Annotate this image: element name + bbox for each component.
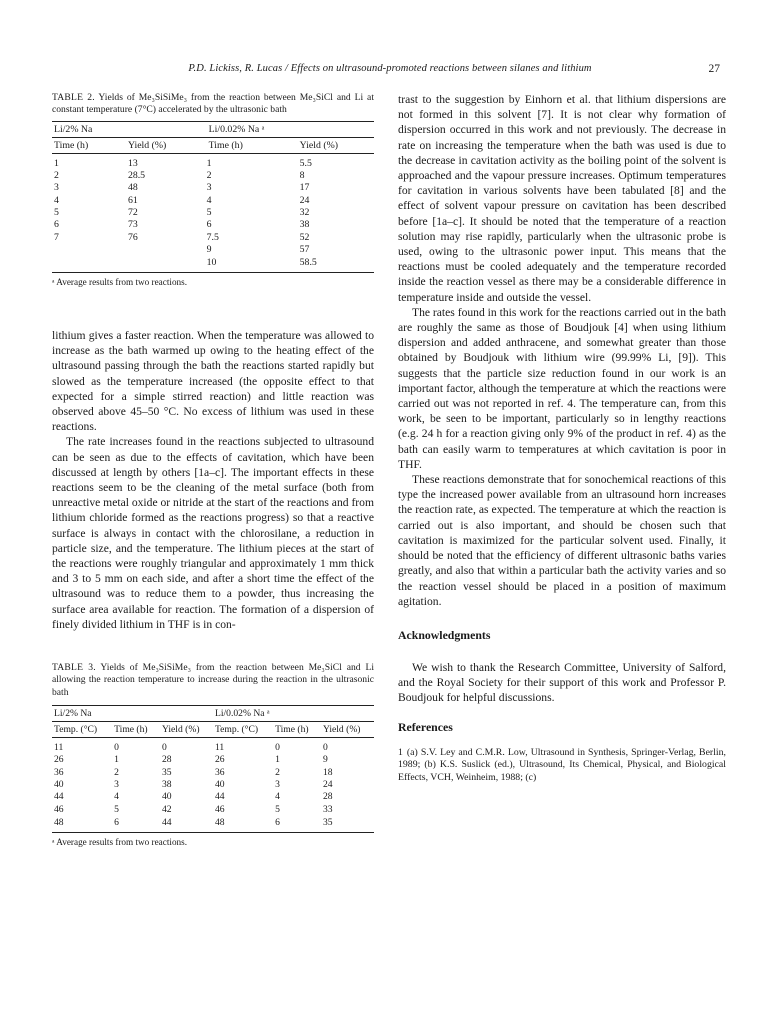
table3-cell: 26	[214, 754, 225, 766]
table2-cell: 13	[127, 157, 138, 169]
table3-cell: 6	[273, 816, 321, 833]
reference-item	[398, 747, 726, 785]
table3-caption-text: Yields of Me₃SiSiMe₃ from the reaction between Me₃SiCl and Li allowing the reaction temperature to increase during the reaction in the ultrasonic bath	[52, 662, 374, 698]
table2-footnote: ᵃ Average results from two reactions.	[52, 276, 188, 287]
table2-cell	[52, 244, 126, 256]
table2-cell: 7.5	[206, 231, 219, 243]
table3-cell: 3	[114, 779, 119, 791]
table3-cell: 26	[54, 754, 64, 766]
table3-row	[52, 803, 374, 815]
running-head-title: P.D. Lickiss, R. Lucas / Effects on ultrasound-promoted reactions between silanes and lithium	[188, 63, 592, 74]
table3-cell: 40	[54, 779, 64, 791]
table3-cell: 44	[54, 791, 64, 803]
table3-cell: 1	[114, 754, 119, 766]
table3-cell: 36	[214, 766, 225, 778]
table2-row	[52, 194, 374, 206]
table2-column-header-row	[52, 137, 374, 153]
table2-cell: 2	[54, 169, 59, 181]
table2-cell: 4	[54, 194, 59, 206]
table3	[52, 705, 374, 832]
table3-cell: 0	[114, 741, 119, 753]
table3-cell: 11	[54, 741, 64, 753]
table3-group-header: Li/2% Na	[52, 706, 213, 722]
table2-cell: 6	[54, 219, 59, 231]
table2-row	[52, 256, 374, 273]
table3-cell: 35	[321, 816, 374, 833]
table2-row	[52, 153, 374, 169]
table2-cell: 52	[299, 231, 310, 243]
table3-cell: 44	[160, 816, 213, 833]
right-paragraph-3: These reactions demonstrate that for sonochemical reactions of this type the increased power available from an ultrasound horn increases the reaction rate, as expected. The temperature at which the reaction is carried out is also important, and should be chosen such that cavitation is maximized for the particular solvent used. Finally, it should be noted that the efficiency of different ultrasonic baths varies greatly, and also that within a particular bath the activity varies and so the reaction vessel should be placed in a position of maximum agitation.	[398, 473, 726, 608]
table3-cell: 1	[275, 754, 280, 766]
table2-cell: 5	[54, 207, 59, 219]
table3-footnote: ᵃ Average results from two reactions.	[52, 836, 188, 847]
table2-cell: 57	[299, 244, 310, 256]
table3-label: TABLE 3.	[52, 662, 96, 673]
table2-cell: 5	[206, 207, 212, 219]
table2-cell: 58.5	[298, 256, 374, 273]
table2-cell: 17	[299, 182, 310, 194]
table3-cell: 6	[112, 816, 160, 833]
table2-cell	[126, 256, 205, 273]
table2-cell: 61	[127, 194, 138, 206]
table3-cell: 2	[275, 766, 280, 778]
table3-caption	[52, 662, 374, 699]
table3-cell: 0	[322, 741, 328, 753]
table2	[52, 121, 374, 273]
table2-row	[52, 244, 374, 256]
table3-cell: 44	[214, 791, 225, 803]
references-heading: References	[398, 719, 453, 734]
table3-cell: 35	[161, 766, 172, 778]
table2-column-header: Time (h)	[205, 137, 298, 153]
table3-cell: 46	[54, 803, 64, 815]
table2-cell: 4	[206, 194, 212, 206]
table2-cell: 48	[127, 182, 138, 194]
table2-group-header: Li/2% Na	[52, 121, 205, 137]
table3-cell: 5	[114, 803, 119, 815]
table2-row	[52, 219, 374, 231]
table3-column-header: Temp. (°C)	[213, 722, 273, 738]
table3-cell: 38	[161, 779, 172, 791]
table2-column-header: Yield (%)	[126, 137, 205, 153]
table2-cell: 5.5	[299, 157, 312, 169]
table2-cell: 1	[206, 157, 212, 169]
table2-row	[52, 231, 374, 243]
table2-cell: 73	[127, 219, 138, 231]
table2-cell: 1	[54, 157, 59, 169]
table3-column-header: Temp. (°C)	[52, 722, 112, 738]
table3-cell: 5	[275, 803, 280, 815]
left-paragraph-2: The rate increases found in the reactions subjected to ultrasound can be seen as due to the effects of cavitation, which have been discussed at length by others [1a–c]. The important effects in these reactions seem to be the cleaning of the metal surface (both from unreactive metal oxide or nitride at the start of the reactions and from lithium chloride formed as the reactions progress) so that a reactive surface is always in contact with the chlorosilane, a reduction in particle size, and the temperature. The lithium pieces at the start of the reactions were roughly triangular and approximately 1 mm thick and 3 to 5 mm on each side, and after a short time the effect of the ultrasound was to reduce them to a powder, thus increasing the surface area available for reaction. The formation of a dispersion of finely divided lithium in THF is in con-	[52, 435, 374, 631]
page-number: 27	[708, 63, 720, 75]
table3-cell: 40	[214, 779, 225, 791]
table2-cell: 6	[206, 219, 212, 231]
table3-group-header-row	[52, 706, 374, 722]
table3-cell: 0	[161, 741, 167, 753]
right-paragraph-2: The rates found in this work for the reactions carried out in the bath are roughly the same as those of Boudjouk [4] when using lithium dispersion and added anthracene, and somewhat greater than those obtained by Boudjouk with lithium wire (99.99% Li, [9]). This suggests that the particle size reduction found in our work is an important factor, although the temperature at which the reactions were carried out was not reported in ref. 4. The temperature can, from this work, be seen to be important, particularly so in lengthy reactions (e.g. 24 h for a reaction giving only 9% of the product in ref. 4) as the bath can easily warm to temperatures at which cavitation is poor in THF.	[398, 305, 726, 471]
table3-column-header: Time (h)	[273, 722, 321, 738]
running-head	[60, 63, 720, 79]
table3-cell: 18	[322, 766, 333, 778]
table3-cell: 24	[322, 779, 333, 791]
table3-row	[52, 738, 374, 754]
table2-label: TABLE 2.	[52, 92, 95, 103]
table2-column-header: Yield (%)	[298, 137, 374, 153]
left-column	[52, 92, 374, 847]
table3-cell: 48	[213, 816, 273, 833]
acknowledgments-text: We wish to thank the Research Committee, University of Salford, and the Royal Society for their support of this work and Professor P. Boudjouk for helpful discussions.	[398, 660, 726, 705]
table2-group-header-row	[52, 121, 374, 137]
table3-row	[52, 754, 374, 766]
table2-cell: 10	[205, 256, 298, 273]
table3-row	[52, 778, 374, 790]
table2-row	[52, 169, 374, 181]
table3-row	[52, 766, 374, 778]
table2-cell: 38	[299, 219, 310, 231]
right-column	[398, 92, 726, 784]
table2-cell: 7	[54, 231, 59, 243]
table3-group-header: Li/0.02% Na ᵃ	[213, 706, 374, 722]
table2-cell: 3	[54, 182, 59, 194]
table3-cell: 28	[322, 791, 333, 803]
table3-row	[52, 791, 374, 803]
table2-cell: 3	[206, 182, 212, 194]
table2-cell: 24	[299, 194, 310, 206]
table2-cell: 32	[299, 207, 310, 219]
table3-column-header: Yield (%)	[321, 722, 374, 738]
table2-row	[52, 206, 374, 218]
right-paragraph-1: trast to the suggestion by Einhorn et al. that lithium dispersions are not formed in this solvent [7]. It is not clear why formation of dispersion occurred in this work and not previously. The decrease in rate on increasing the temperature when the bath was used is due to the decrease in cavitation activity as the boiling point of the solvent is approached and the vapour pressure increases. Optimum temperatures for cavitation in various solvents have been tabulated [8] and the effect of solvent vapour pressure on cavitation has been described before [1a–c]. It should be noted that the temperature of a reaction solution may rise rapidly, particularly when the ultrasonic probe is used, owing to the ultrasonic power input. This means that the reactions must be cooled adequately and the temperature recorded inside the reaction vessel as there may be a considerable difference in temperature inside and outside the vessel.	[398, 93, 726, 304]
table3-cell: 4	[275, 791, 280, 803]
reference-text: (a) S.V. Ley and C.M.R. Low, Ultrasound in Synthesis, Springer-Verlag, Berlin, 1989; (b) K.S. Suslick (ed.), Ultrasound, Its Chemical, Physical, and Biological Effects, VCH, Weinheim, 1988; (c)	[398, 746, 726, 783]
table2-cell: 72	[127, 207, 138, 219]
table3-cell: 2	[114, 766, 119, 778]
table2-caption	[52, 92, 374, 117]
table3-cell: 40	[161, 791, 172, 803]
table3-cell: 11	[214, 741, 225, 753]
table3-column-header: Yield (%)	[160, 722, 213, 738]
table2-row	[52, 182, 374, 194]
table3-cell: 4	[114, 791, 119, 803]
table3-cell: 3	[275, 779, 280, 791]
table3-cell: 36	[54, 766, 64, 778]
table2-cell	[126, 244, 205, 256]
table3-row	[52, 816, 374, 833]
table2-group-header: Li/0.02% Na ᵃ	[205, 121, 374, 137]
table3-cell: 9	[322, 754, 328, 766]
table3-column-header-row	[52, 722, 374, 738]
table2-cell	[52, 256, 126, 273]
table3-cell: 42	[161, 803, 172, 815]
table2-cell: 28.5	[127, 169, 146, 181]
table3-cell: 28	[161, 754, 172, 766]
table3-cell: 0	[275, 741, 280, 753]
left-paragraph-1: lithium gives a faster reaction. When the temperature was allowed to increase as the bath warmed up owing to the heating effect of the ultrasound passing through the bath the reactions started rapidly but slowed as the temperature increased (the opposite effect to that expected for a simple stirred reaction) and little reaction was observed above 45–50 °C. No excess of lithium was used in these reactions.	[52, 328, 374, 434]
acknowledgments-heading: Acknowledgments	[398, 627, 491, 642]
table2-column-header: Time (h)	[52, 137, 126, 153]
table3-cell: 46	[214, 803, 225, 815]
table3-cell: 48	[52, 816, 112, 833]
table3-cell: 33	[322, 803, 333, 815]
reference-number: 1	[398, 746, 403, 758]
table2-cell: 2	[206, 169, 212, 181]
table3-column-header: Time (h)	[112, 722, 160, 738]
table2-cell: 9	[206, 244, 212, 256]
table2-cell: 8	[299, 169, 305, 181]
table2-caption-text: Yields of Me₃SiSiMe₃ from the reaction between Me₃SiCl and Li at constant temperature (7°C) accelerated by the ultrasonic bath	[52, 92, 374, 116]
table2-cell: 76	[127, 231, 138, 243]
